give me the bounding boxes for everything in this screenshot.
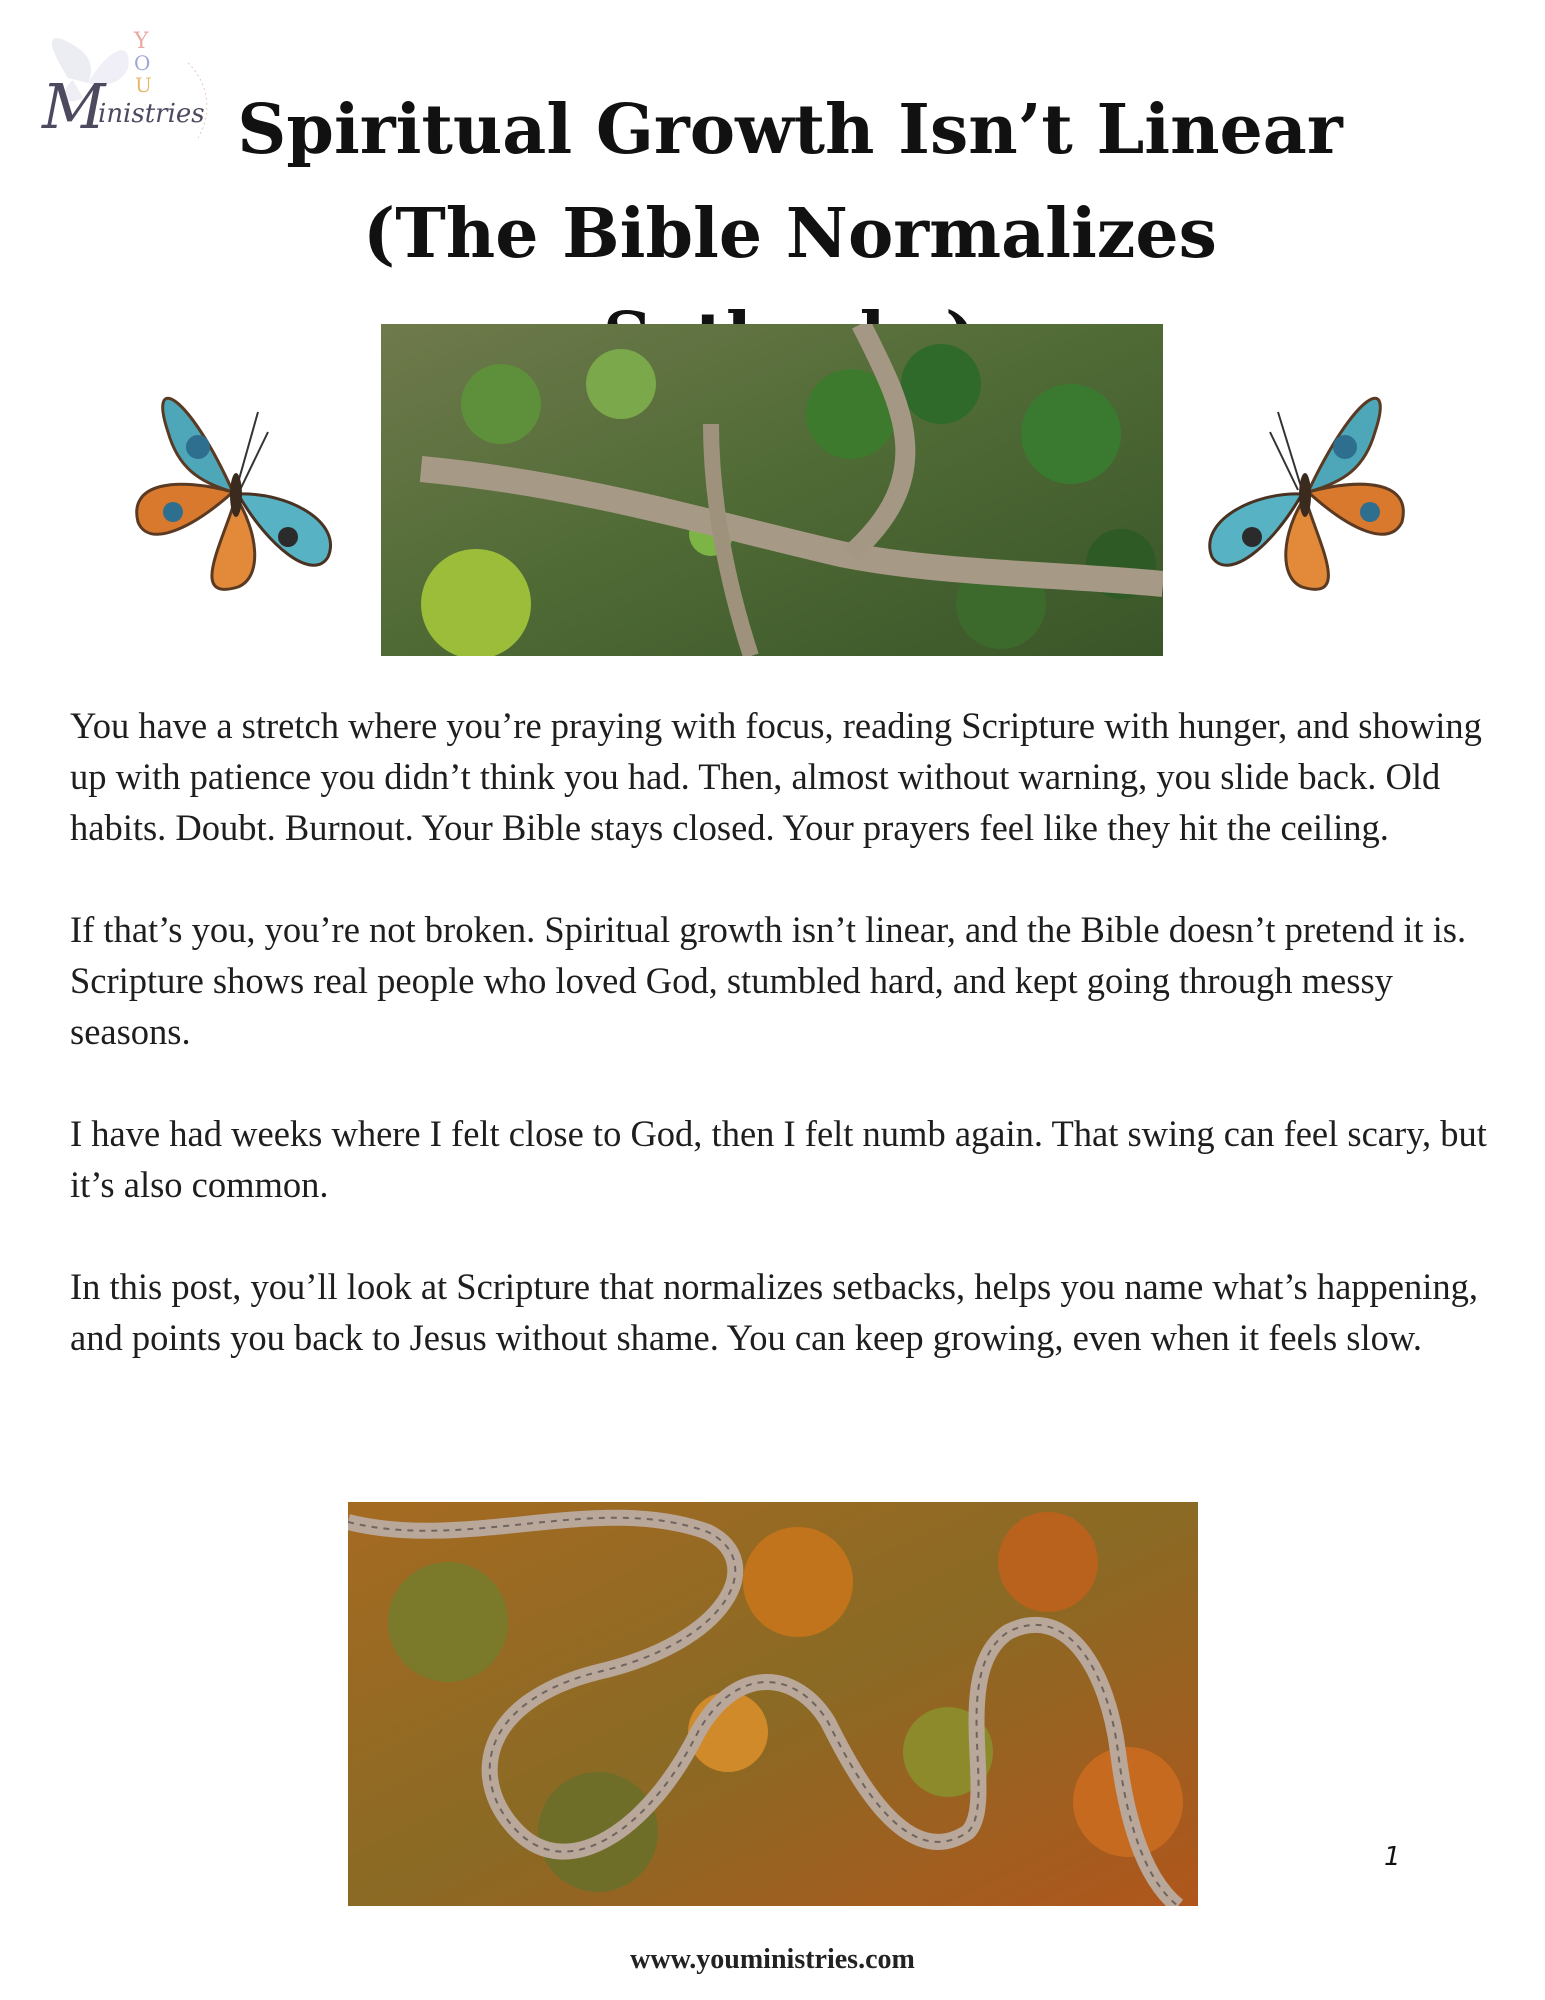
svg-text:Y: Y [134, 29, 149, 54]
paragraph-2: If that’s you, you’re not broken. Spiritual growth isn’t linear, and the Bible doesn’t pretend it is. Scripture shows real people who loved God, stumbled hard, and kept going through messy seasons. [70, 909, 1467, 1052]
paragraph-4: In this post, you’ll look at Scripture that normalizes setbacks, helps you name what’s happening, and points you back to Jesus without shame. You can keep growing, even when it feels slow. [70, 1266, 1479, 1358]
article-body [70, 700, 1490, 1414]
footer-website-url[interactable]: www.youministries.com [630, 1944, 915, 1975]
paragraph-1: You have a stretch where you’re praying with focus, reading Scripture with hunger, and showing up with patience you didn’t think you had. Then, almost without warning, you slide back. Old habits. Doubt. Burnout. Your Bible stays closed. Your prayers feel like they hit the ceiling. [70, 705, 1482, 848]
aerial-forest-paths-photo [381, 324, 1163, 656]
paragraph-3: I have had weeks where I felt close to God, then I felt numb again. That swing can feel scary, but it’s also common. [70, 1113, 1487, 1205]
svg-text:O: O [134, 51, 151, 75]
title-line-1: Spiritual Growth Isn’t Linear [237, 90, 1343, 170]
page-number: 1 [1384, 1842, 1401, 1872]
aerial-winding-road-photo [348, 1502, 1198, 1906]
butterfly-illustration-right [1190, 372, 1415, 607]
svg-text:U: U [135, 73, 152, 97]
butterfly-illustration-left [128, 372, 353, 607]
logo-wordmark: inistries [98, 99, 205, 129]
title-line-2: (The Bible Normalizes [363, 194, 1217, 274]
svg-text:M: M [42, 70, 106, 143]
